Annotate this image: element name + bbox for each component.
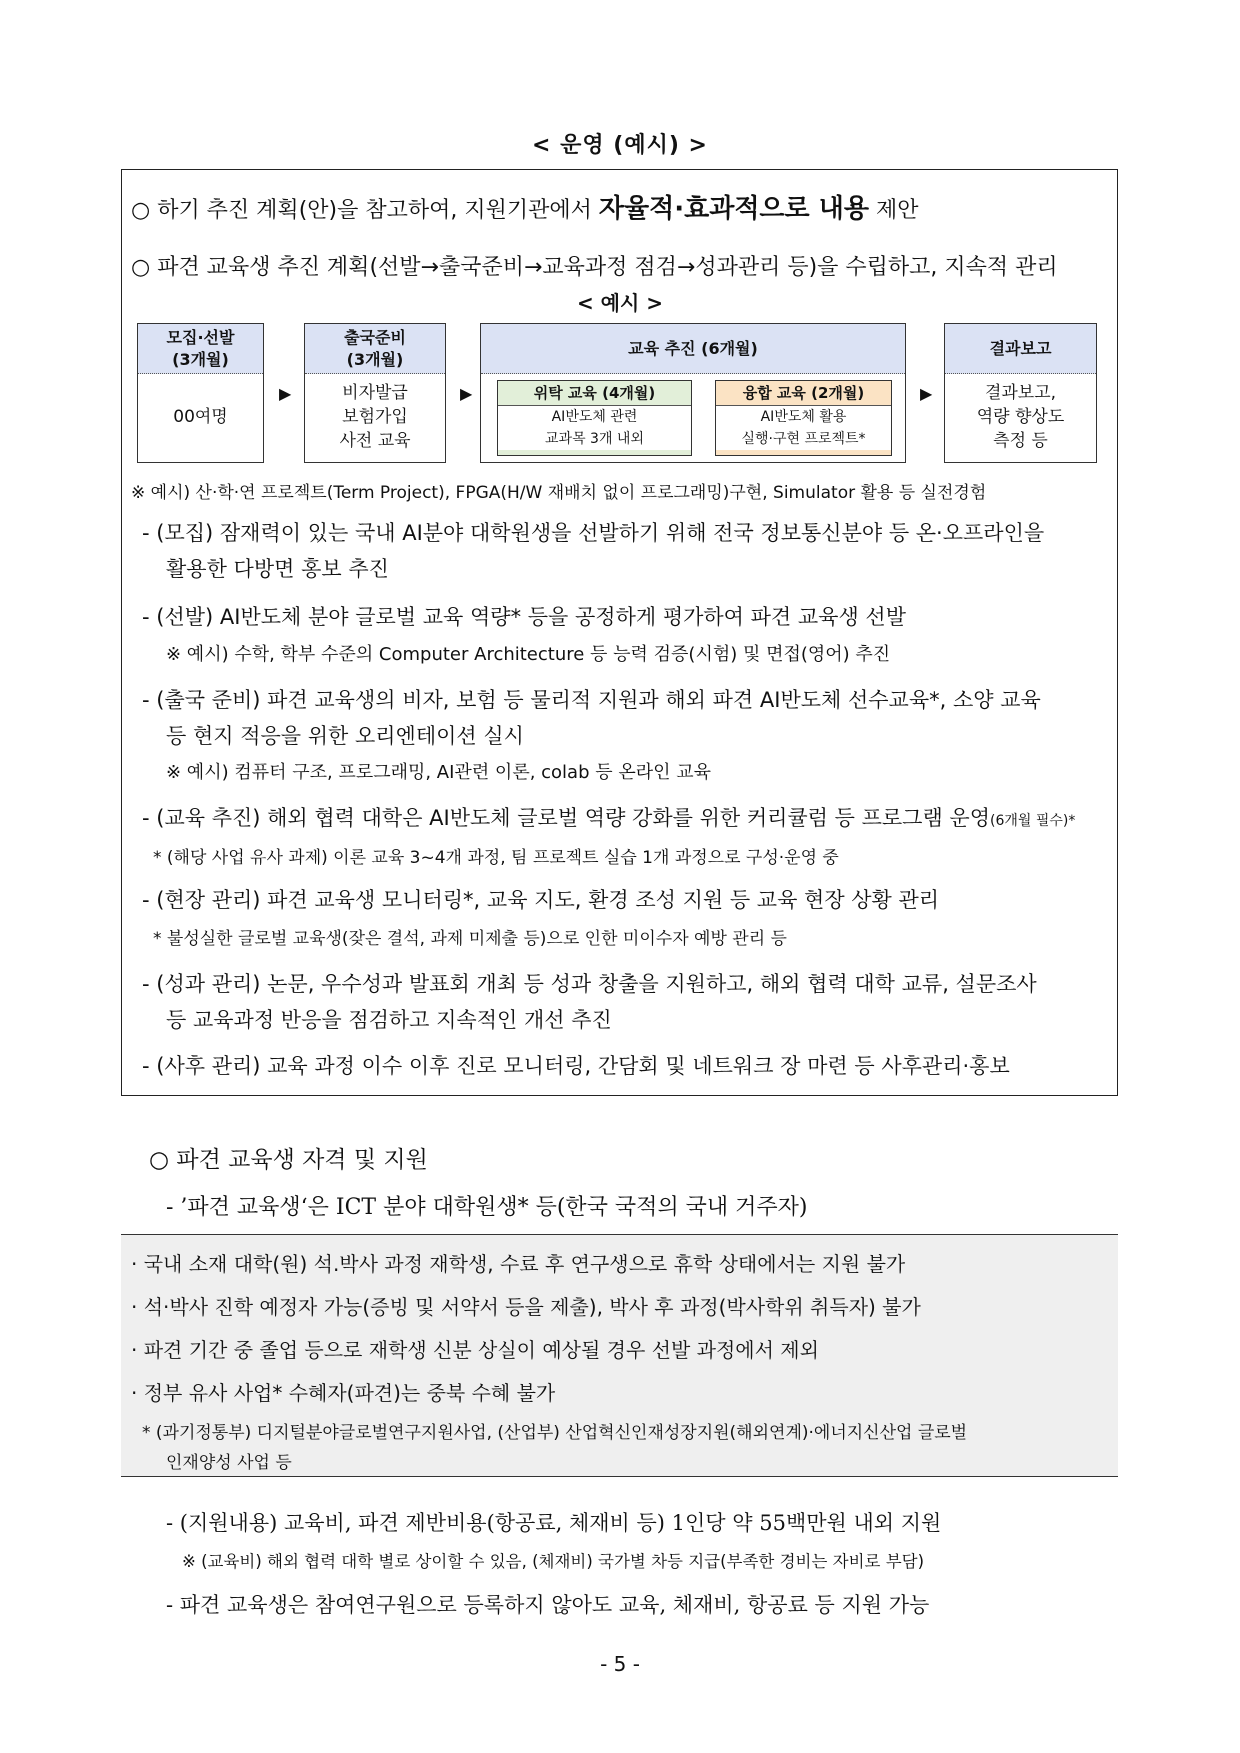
select-item: - (선발) AI반도체 분야 글로벌 교육 역량* 등을 공정하게 평가하여 파견 교육생 선발 <box>142 605 906 629</box>
stage-result-item: 결과보고, <box>984 383 1057 403</box>
flow-arrow-icon: ▶ <box>920 384 933 403</box>
select-note: ※ 예시) 수학, 학부 수준의 Computer Architecture 등 능력 검증(시험) 및 면접(영어) 추진 <box>166 644 891 665</box>
site-note: * 불성실한 글로벌 교육생(잦은 결석, 과제 미제출 등)으로 인한 미이수자 예방 관리 등 <box>153 929 787 949</box>
sub-stage-entrusted-line: 교과목 3개 내외 <box>545 431 644 447</box>
flow-arrow-icon: ▶ <box>460 384 473 403</box>
prep-item: - (출국 준비) 파견 교육생의 비자, 보험 등 물리적 지원과 해외 파견 AI반도체 선수교육*, 소양 교육 <box>142 688 1041 712</box>
education-item-text: - (교육 추진) 해외 협력 대학은 AI반도체 글로벌 역량 강화를 위한 커리큘럼 등 프로그램 운영 <box>142 806 990 830</box>
example-note: ※ 예시) 산·학·연 프로젝트(Term Project), FPGA(H/W 재배치 없이 프로그래밍)구현, Simulator 활용 등 실전경험 <box>131 483 987 503</box>
criteria-item: · 정부 유사 사업* 수혜자(파견)는 중북 수혜 불가 <box>131 1381 556 1405</box>
support-note: ※ (교육비) 해외 협력 대학 별로 상이할 수 있음, (체재비) 국가별 차등 지급(부족한 경비는 자비로 부담) <box>182 1552 925 1571</box>
stage-recruit-title: 모집·선발 <box>166 327 235 347</box>
stage-education-title: 교육 추진 (6개월) <box>628 338 758 358</box>
plan-paragraph: ○ 파견 교육생 추진 계획(선발→출국준비→교육과정 점검→성과관리 등)을 수립하고, 지속적 관리 <box>131 255 1058 280</box>
criteria-item: · 파견 기간 중 졸업 등으로 재학생 신분 상실이 예상될 경우 선발 과정에서 제외 <box>131 1338 819 1362</box>
recruit-item: - (모집) 잠재력이 있는 국내 AI분야 대학원생을 선발하기 위해 전국 정보통신분야 등 온·오프라인을 <box>142 521 1045 545</box>
example-title: < 예시 > <box>576 291 664 315</box>
criteria-note-cont: 인재양성 사업 등 <box>166 1453 292 1473</box>
stage-education-head <box>481 324 905 374</box>
stage-result-body <box>945 374 1096 460</box>
stage-result-item: 역량 향상도 <box>976 407 1065 427</box>
stage-recruit <box>137 323 264 463</box>
section-title: < 운영 (예시) > <box>532 133 708 158</box>
criteria-item: · 국내 소재 대학(원) 석.박사 과정 재학생, 수료 후 연구생으로 휴학 상태에서는 지원 불가 <box>131 1252 906 1276</box>
stage-prep <box>304 323 446 463</box>
criteria-note: * (과기정통부) 디지털분야글로벌연구지원사업, (산업부) 산업혁신인재성장지원(해외연계)·에너지신산업 글로벌 <box>142 1423 968 1443</box>
qualification-definition: - ’파견 교육생‘은 ICT 분야 대학원생* 등(한국 국적의 국내 거주자) <box>166 1195 808 1220</box>
sub-stage-entrusted-line: AI반도체 관련 <box>551 409 638 425</box>
stage-result-head <box>945 324 1096 374</box>
sub-stage-convergence-line: AI반도체 활용 <box>760 409 847 425</box>
sub-stage-convergence-line: 실행·구현 프로젝트* <box>741 431 866 447</box>
sub-stage-convergence <box>715 380 892 456</box>
aftercare-item: - (사후 관리) 교육 과정 이수 이후 진로 모니터링, 간담회 및 네트워크 장 마련 등 사후관리·홍보 <box>142 1054 1010 1078</box>
stage-prep-body <box>305 374 445 460</box>
stage-prep-item: 사전 교육 <box>339 431 411 451</box>
stage-result-title: 결과보고 <box>989 338 1052 358</box>
stage-prep-item: 비자발급 <box>342 383 408 403</box>
criteria-item: · 석·박사 진학 예정자 가능(증빙 및 서약서 등을 제출), 박사 후 과정(박사학위 취득자) 불가 <box>131 1295 921 1319</box>
proposal-text-pre: ○ 하기 추진 계획(안)을 참고하여, 지원기관에서 <box>131 198 599 223</box>
stage-recruit-body <box>138 374 263 460</box>
support-content: - (지원내용) 교육비, 파견 제반비용(항공료, 체재비 등) 1인당 약 55백만원 내외 지원 <box>166 1511 942 1535</box>
stage-result-item: 측정 등 <box>993 431 1048 451</box>
qualification-heading: ○ 파견 교육생 자격 및 지원 <box>149 1147 428 1173</box>
prep-item-cont: 등 현지 적응을 위한 오리엔테이션 실시 <box>166 724 524 748</box>
stage-prep-head <box>305 324 445 374</box>
proposal-text-post: 제안 <box>868 198 919 223</box>
sub-stage-convergence-body <box>716 406 891 450</box>
sub-stage-entrusted-body <box>498 406 691 450</box>
support-registration: - 파견 교육생은 참여연구원으로 등록하지 않아도 교육, 체재비, 항공료 등 지원 가능 <box>166 1593 930 1617</box>
recruit-item-cont: 활용한 다방면 홍보 추진 <box>166 557 389 581</box>
flow-arrow-icon: ▶ <box>279 384 292 403</box>
performance-item: - (성과 관리) 논문, 우수성과 발표회 개최 등 성과 창출을 지원하고, 해외 협력 대학 교류, 설문조사 <box>142 972 1037 996</box>
education-item <box>142 802 1075 832</box>
stage-recruit-duration: (3개월) <box>172 349 229 369</box>
education-note: * (해당 사업 유사 과제) 이론 교육 3~4개 과정, 팀 프로젝트 실습 1개 과정으로 구성·운영 중 <box>153 848 839 868</box>
stage-prep-duration: (3개월) <box>346 349 404 369</box>
stage-recruit-count: 00여명 <box>173 407 228 427</box>
sub-stage-convergence-title: 융합 교육 (2개월) <box>716 381 891 406</box>
sub-stage-entrusted <box>497 380 692 456</box>
education-item-suffix: (6개월 필수)* <box>989 813 1076 829</box>
sub-stage-entrusted-title: 위탁 교육 (4개월) <box>498 381 691 406</box>
stage-prep-item: 보험가입 <box>342 407 408 427</box>
performance-item-cont: 등 교육과정 반응을 점검하고 지속적인 개선 추진 <box>166 1008 612 1032</box>
prep-note: ※ 예시) 컴퓨터 구조, 프로그래밍, AI관련 이론, colab 등 온라인 교육 <box>166 762 712 783</box>
page-number: - 5 - <box>600 1652 640 1676</box>
site-item: - (현장 관리) 파견 교육생 모니터링*, 교육 지도, 환경 조성 지원 등 교육 현장 상황 관리 <box>142 888 940 912</box>
stage-result <box>944 323 1097 463</box>
proposal-emphasis: 자율적·효과적으로 내용 <box>598 194 869 224</box>
proposal-paragraph <box>131 188 918 225</box>
stage-recruit-head <box>138 324 263 374</box>
stage-prep-title: 출국준비 <box>344 327 406 347</box>
